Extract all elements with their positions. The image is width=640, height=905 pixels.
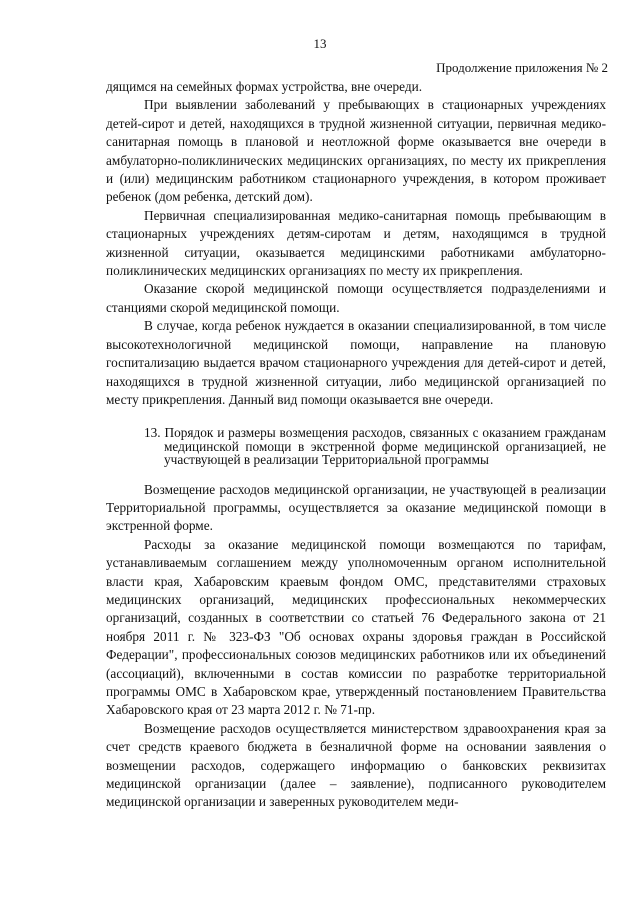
paragraph-high-tech-care: В случае, когда ребенок нуждается в оказании специализированной, в том числе высокотехнологичной медицинской помощи, направление на плановую госпитализацию выдается врачом стационарного учреждения для детей-сирот и детей, находящихся в трудной жизненной ситуации, либо медицинской организацией по месту прикрепления. Данный вид помощи оказывается вне очереди.	[106, 318, 606, 407]
paragraph-disease-detection: При выявлении заболеваний у пребывающих в стационарных учреждениях детей-сирот и детей, находящихся в трудной жизненной ситуации, первичная медико-санитарная помощь в плановой и неотложной форме оказывается вне очереди в амбулаторно-поликлинических медицинских организациях, по месту их прикрепления и (или) медицинским работником стационарного учреждения, в котором проживает ребенок (дом ребенка, детский дом).	[106, 97, 606, 205]
paragraph-reimbursement-procedure: Возмещение расходов осуществляется министерством здравоохранения края за счет средств краевого бюджета в безналичной форме на основании заявления о возмещении расходов, содержащего информацию о банковских реквизитах медицинской организации (далее – заявление), подписанного руководителем медицинской организации и заверенных руководителем меди-	[106, 720, 606, 810]
page-number: 13	[313, 36, 327, 51]
paragraph-emergency-care: Оказание скорой медицинской помощи осуществляется подразделениями и станциями скорой медицинской помощи.	[106, 281, 606, 315]
paragraph-specialized-primary-care: Первичная специализированная медико-санитарная помощь пребывающим в стационарных учреждениях детям-сиротам и детям, находящимся в трудной жизненной ситуации, оказывается медицинскими работниками амбулаторно-поликлинических медицинских организациях по месту их прикрепления.	[106, 207, 606, 279]
section-13-heading: 13. Порядок и размеры возмещения расходов, связанных с оказанием гражданам медицинской помощи в экстренной форме медицинской организацией, не участвующей в реализации Территориальной программы	[144, 425, 606, 468]
paragraph-reimbursement-tariffs: Расходы за оказание медицинской помощи возмещаются по тарифам, устанавливаемым соглашением между уполномоченным органом исполнительной власти края, Хабаровским краевым фондом ОМС, представителями страховых медицинских организаций, медицинских профессиональных некоммерческих организаций, созданных в соответствии со статьей 76 Федерального закона от 21 ноября 2011 г. № 323-ФЗ "Об основах охраны здоровья граждан в Российской Федерации", профессиональных союзов медицинских работников или их объединений (ассоциаций), включенными в состав комиссии по разработке территориальной программы ОМС в Хабаровском крае, утвержденный постановлением Правительства Хабаровского края от 23 марта 2012 г. № 71-пр.	[106, 536, 606, 718]
paragraph-continuation: дящимся на семейных формах устройства, вне очереди.	[106, 79, 423, 94]
paragraph-reimbursement-scope: Возмещение расходов медицинской организации, не участвующей в реализации Территориальной программы, осуществляется за оказание медицинской помощи в экстренной форме.	[106, 481, 606, 534]
appendix-continuation-label: Продолжение приложения № 2	[436, 60, 608, 75]
document-body	[106, 78, 606, 812]
